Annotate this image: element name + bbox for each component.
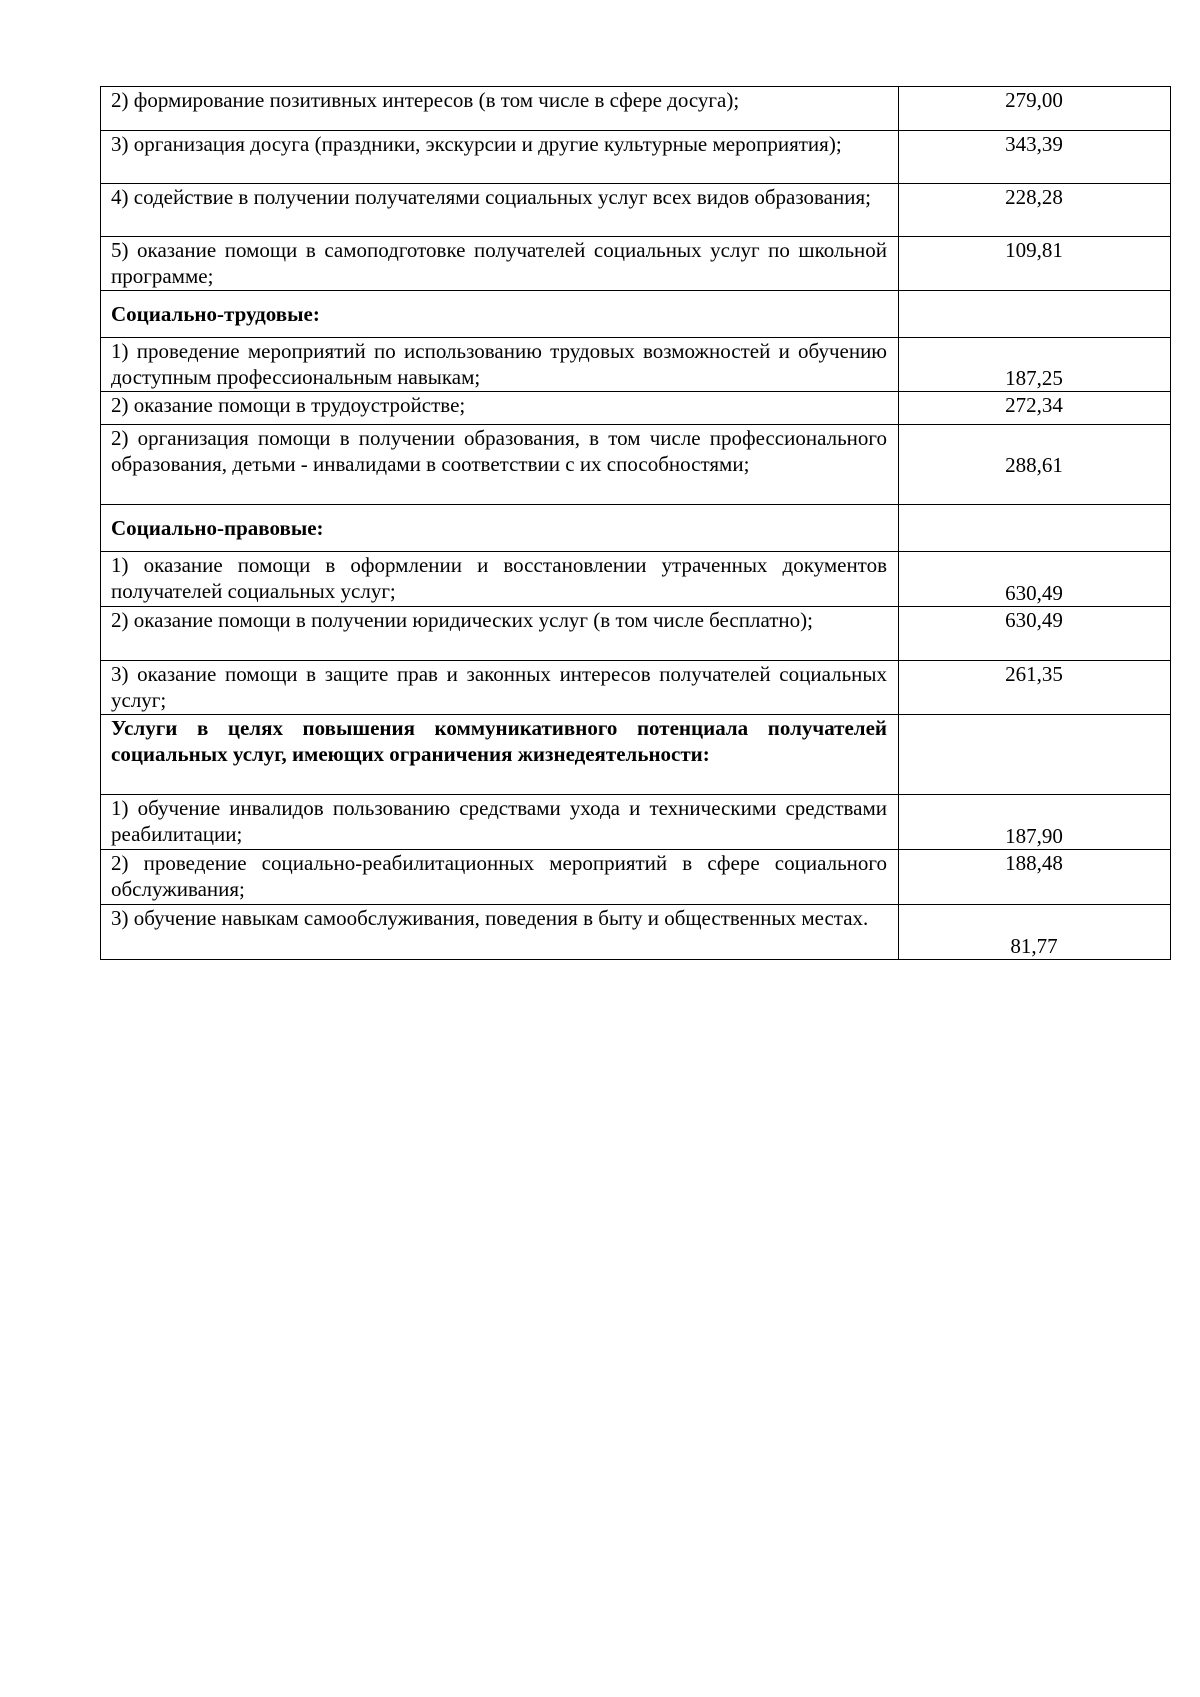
service-price: 630,49 xyxy=(899,607,1171,661)
table-row xyxy=(101,607,1171,661)
table-row xyxy=(101,131,1171,184)
service-price xyxy=(899,291,1171,338)
table-row xyxy=(101,425,1171,505)
service-description: 2) проведение социально-реабилитационных мероприятий в сфере социального обслуживания; xyxy=(101,850,899,905)
table-row xyxy=(101,905,1171,960)
table-row xyxy=(101,392,1171,425)
service-price: 81,77 xyxy=(899,905,1171,960)
services-price-table xyxy=(100,86,1171,960)
service-description: 3) обучение навыкам самообслуживания, поведения в быту и общественных местах. xyxy=(101,905,899,960)
section-heading-row xyxy=(101,505,1171,552)
table-row xyxy=(101,237,1171,291)
service-description: 1) проведение мероприятий по использованию трудовых возможностей и обучению доступным профессиональным навыкам; xyxy=(101,338,899,392)
service-price: 187,25 xyxy=(899,338,1171,392)
service-description: 4) содействие в получении получателями социальных услуг всех видов образования; xyxy=(101,184,899,237)
service-description: 2) оказание помощи в получении юридических услуг (в том числе бесплатно); xyxy=(101,607,899,661)
service-price: 188,48 xyxy=(899,850,1171,905)
service-description: 2) организация помощи в получении образования, в том числе профессионального образования, детьми - инвалидами в соответствии с их способностями; xyxy=(101,425,899,505)
service-description: 1) оказание помощи в оформлении и восстановлении утраченных документов получателей социальных услуг; xyxy=(101,552,899,607)
service-description: 1) обучение инвалидов пользованию средствами ухода и техническими средствами реабилитации; xyxy=(101,795,899,850)
service-price: 279,00 xyxy=(899,87,1171,131)
table-row xyxy=(101,87,1171,131)
service-description: 5) оказание помощи в самоподготовке получателей социальных услуг по школьной программе; xyxy=(101,237,899,291)
service-description: 3) организация досуга (праздники, экскурсии и другие культурные мероприятия); xyxy=(101,131,899,184)
service-price: 187,90 xyxy=(899,795,1171,850)
service-description: 2) оказание помощи в трудоустройстве; xyxy=(101,392,899,425)
service-price: 261,35 xyxy=(899,661,1171,715)
table-row xyxy=(101,184,1171,237)
service-price: 228,28 xyxy=(899,184,1171,237)
service-price xyxy=(899,505,1171,552)
table-row xyxy=(101,338,1171,392)
section-heading: Социально-трудовые: xyxy=(101,291,899,338)
service-price: 272,34 xyxy=(899,392,1171,425)
service-price: 288,61 xyxy=(899,425,1171,505)
table-row xyxy=(101,850,1171,905)
section-heading-row xyxy=(101,291,1171,338)
service-description: 3) оказание помощи в защите прав и законных интересов получателей социальных услуг; xyxy=(101,661,899,715)
service-price: 630,49 xyxy=(899,552,1171,607)
table-row xyxy=(101,552,1171,607)
service-price: 109,81 xyxy=(899,237,1171,291)
service-price: 343,39 xyxy=(899,131,1171,184)
section-heading: Социально-правовые: xyxy=(101,505,899,552)
section-heading-row xyxy=(101,715,1171,795)
section-heading: Услуги в целях повышения коммуникативного потенциала получателей социальных услуг, имеющих ограничения жизнедеятельности: xyxy=(101,715,899,795)
table-row xyxy=(101,795,1171,850)
service-description: 2) формирование позитивных интересов (в том числе в сфере досуга); xyxy=(101,87,899,131)
service-price xyxy=(899,715,1171,795)
table-row xyxy=(101,661,1171,715)
